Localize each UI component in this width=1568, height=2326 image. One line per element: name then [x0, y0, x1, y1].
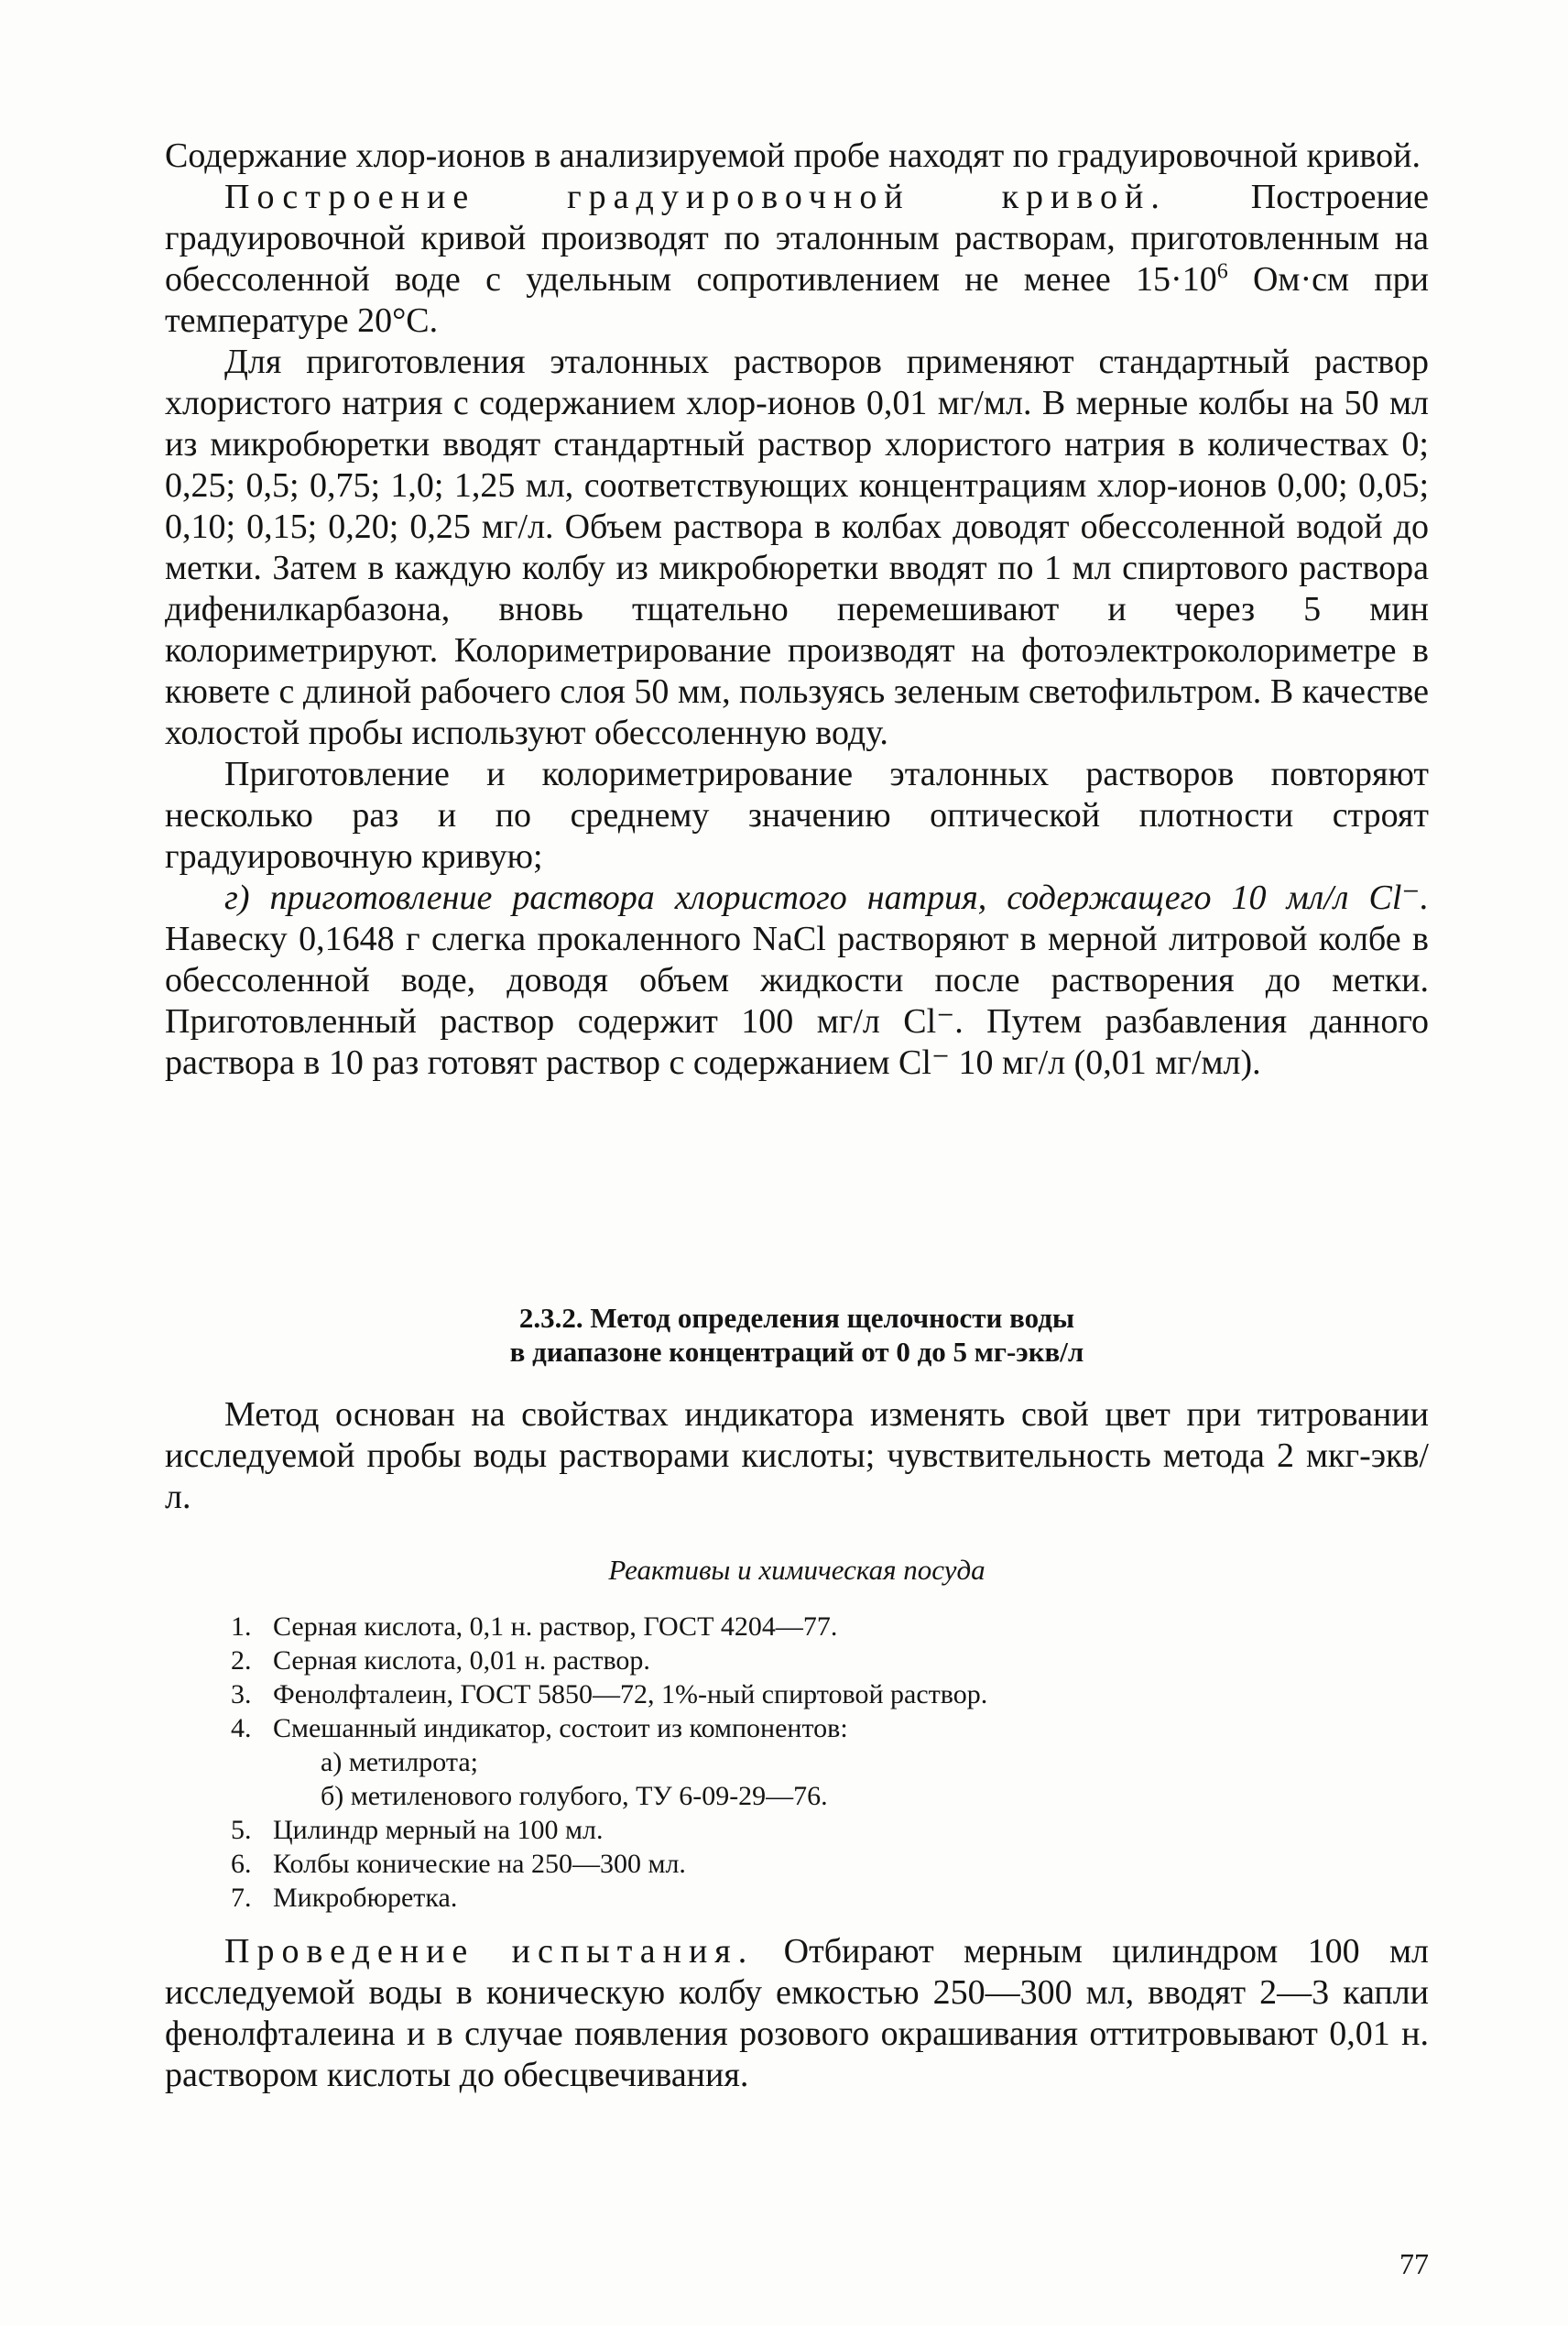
superscript-exponent: 6: [1216, 259, 1228, 284]
paragraph-calibration-construction: Построение градуировочной кривой. Построение градуировочной кривой производят по эталонным растворам, приготовленным на обессоленной воде с удельным сопротивлением не менее $15\cdot 10^6$ Ом·см при температуре 20°С.: [165, 178, 1429, 340]
list-item: 4. Смешанный индикатор, состоит из компонентов:: [231, 1713, 848, 1743]
paragraph-calibration-result: Содержание хлор-ионов в анализируемой пробе находят по градуировочной кривой.: [165, 137, 1421, 175]
body-block-3: [165, 1931, 1429, 2096]
paragraph-nacl-solution: г) приготовление раствора хлористого натрия, содержащего 10 мл/л Cl⁻. Навеску 0,1648 г слегка прокаленного NaCl растворяют в мерной литровой колбе в обессоленной воде, доводя объем жидкости после растворения до метки. Приготовленный раствор содержит 100 мг/л Cl⁻. Путем разбавления данного раствора в 10 раз готовят раствор с содержанием Cl⁻ 10 мг/л (0,01 мг/мл).: [165, 879, 1429, 1082]
page-number: 77: [1399, 2247, 1429, 2280]
paragraph-test-procedure: Проведение испытания. Отбирают мерным цилиндром 100 мл исследуемой воды в коническую колбу емкостью 250—300 мл, вводят 2—3 капли фенолфталеина и в случае появления розового окрашивания оттитровывают 0,01 н. раствором кислоты до обесцвечивания.: [165, 1932, 1429, 2094]
list-item: б) метиленового голубого, ТУ 6-09-29—76.: [321, 1781, 828, 1811]
body-block-2: [165, 1394, 1429, 1518]
run-in-heading-calibration: Построение градуировочной кривой.: [224, 178, 1167, 216]
list-item: 3. Фенолфталеин, ГОСТ 5850—72, 1%-ный спиртовой раствор.: [231, 1679, 988, 1709]
section-heading: [165, 1301, 1429, 1369]
list-item: а) метилрота;: [321, 1747, 478, 1777]
body-block-1: [165, 136, 1429, 1084]
list-item: 6. Колбы конические на 250—300 мл.: [231, 1849, 686, 1879]
section-heading-line-1: 2.3.2. Метод определения щелочности воды: [518, 1302, 1075, 1334]
reagents-heading: Реактивы и химическая посуда: [608, 1554, 985, 1586]
paragraph-standard-solutions: Для приготовления эталонных растворов применяют стандартный раствор хлористого натрия с содержанием хлор-ионов 0,01 мг/мл. В мерные колбы на 50 мл из микробюретки вводят стандартный раствор хлористого натрия в количествах 0; 0,25; 0,5; 0,75; 1,0; 1,25 мл, соответствующих концентрациям хлор-ионов 0,00; 0,05; 0,10; 0,15; 0,20; 0,25 мг/л. Объем раствора в колбах доводят обессоленной водой до метки. Затем в каждую колбу из микробюретки вводят по 1 мл спиртового раствора дифенилкарбазона, вновь тщательно перемешивают и через 5 мин колориметрируют. Колориметрирование производят на фотоэлектроколориметре в кювете с длиной рабочего слоя 50 мм, пользуясь зеленым светофильтром. В качестве холостой пробы используют обессоленную воду.: [165, 343, 1429, 752]
paragraph-repeat-measurement: Приготовление и колориметрирование эталонных растворов повторяют несколько раз и по среднему значению оптической плотности строят градуировочную кривую;: [165, 755, 1429, 876]
list-item: 7. Микробюретка.: [231, 1883, 458, 1913]
paragraph-method-principle: Метод основан на свойствах индикатора изменять свой цвет при титровании исследуемой пробы воды растворами кислоты; чувствительность метода 2 мкг-экв/л.: [165, 1395, 1429, 1516]
reagents-list: [165, 1610, 1429, 1915]
section-heading-line-2: в диапазоне концентраций от 0 до 5 мг-экв/л: [509, 1336, 1084, 1368]
list-item: 1. Серная кислота, 0,1 н. раствор, ГОСТ 4204—77.: [231, 1611, 838, 1642]
italic-item-title: г) приготовление раствора хлористого натрия, содержащего 10 мл/л Cl⁻.: [224, 879, 1429, 917]
run-in-heading-procedure: Проведение испытания.: [224, 1932, 755, 1971]
list-item: 5. Цилиндр мерный на 100 мл.: [231, 1815, 604, 1845]
list-item: 2. Серная кислота, 0,01 н. раствор.: [231, 1645, 650, 1676]
